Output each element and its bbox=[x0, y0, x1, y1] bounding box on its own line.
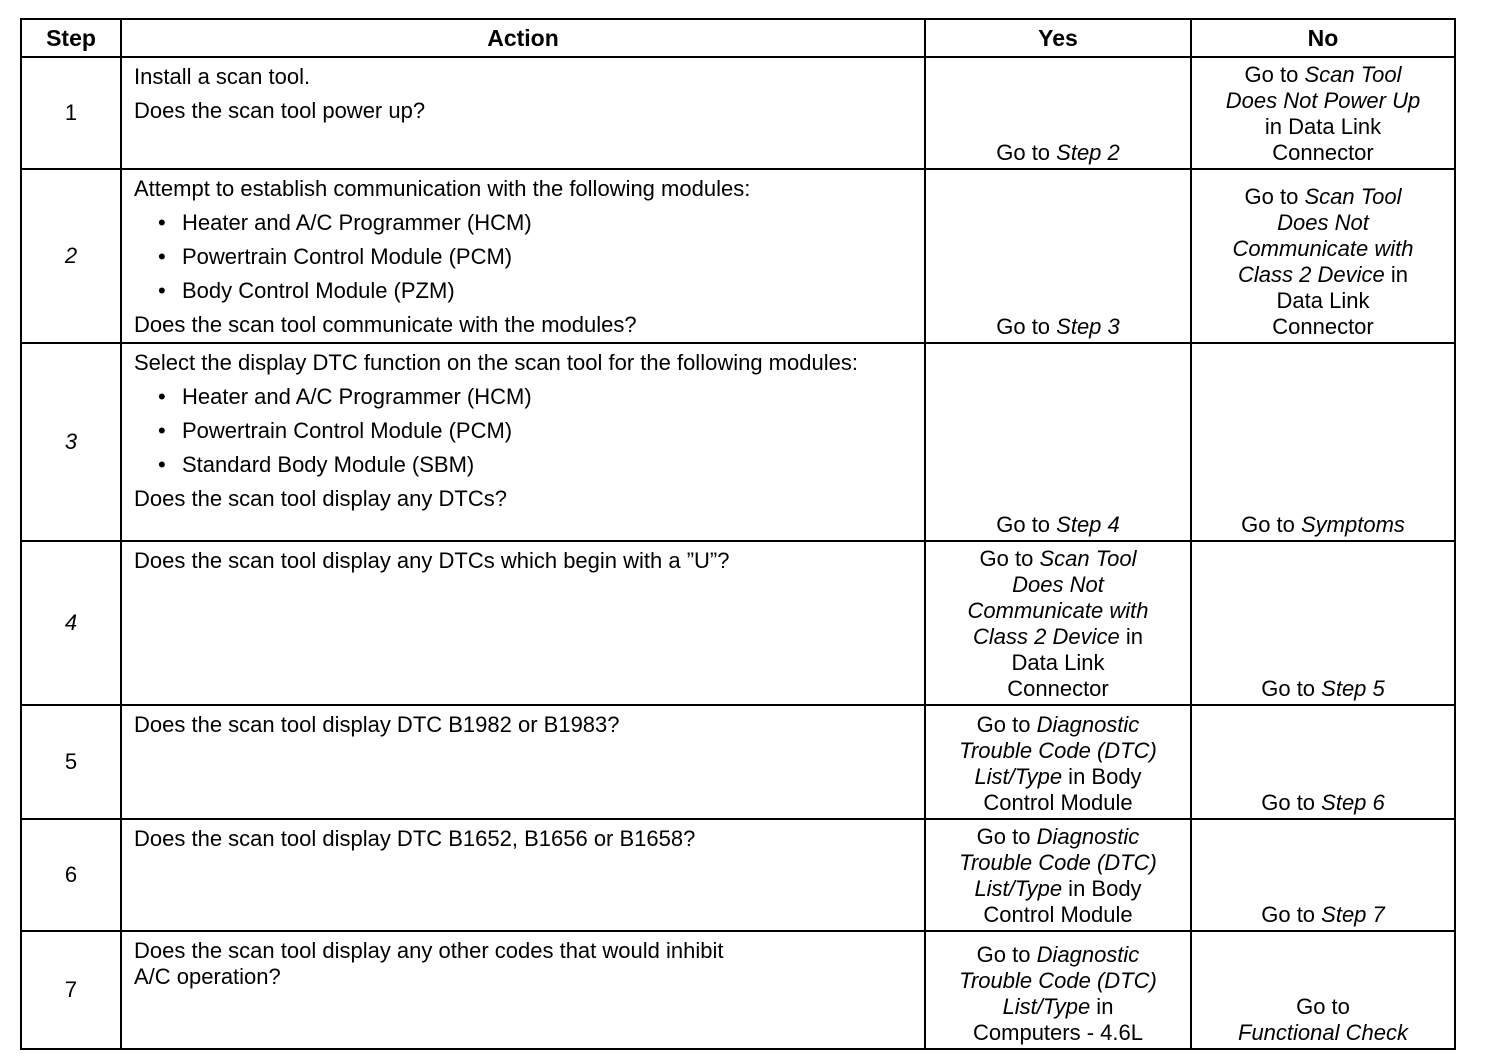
action-text: Does the scan tool display any DTCs which begin with a ”U”? bbox=[134, 548, 730, 573]
no-result-line bbox=[1198, 676, 1448, 702]
step-label: 6 bbox=[64, 862, 78, 887]
no-result-line bbox=[1198, 790, 1448, 816]
module-item: • Standard Body Module (SBM) bbox=[182, 452, 914, 478]
step-label: 4 bbox=[64, 610, 78, 635]
yes-result-text: Step 4 bbox=[1056, 512, 1120, 537]
no-result-text: Connector bbox=[1272, 314, 1374, 339]
step-number bbox=[21, 57, 121, 169]
no-result-line bbox=[1198, 314, 1448, 340]
yes-result-line bbox=[932, 712, 1184, 738]
yes-result-text: Go to bbox=[996, 512, 1057, 537]
module-item: • Powertrain Control Module (PCM) bbox=[182, 418, 914, 444]
action-cell bbox=[121, 931, 925, 1049]
no-result-line bbox=[1198, 210, 1448, 236]
yes-result-line bbox=[932, 968, 1184, 994]
step-number bbox=[21, 343, 121, 541]
table-row bbox=[21, 57, 1455, 169]
no-result-line bbox=[1198, 88, 1448, 114]
yes-result-text: in Body bbox=[1062, 876, 1142, 901]
no-result-text: Scan Tool bbox=[1304, 62, 1402, 87]
no-result-text: Scan Tool bbox=[1304, 184, 1402, 209]
yes-result-text: Trouble Code (DTC) bbox=[959, 968, 1157, 993]
yes-result-text: Scan Tool bbox=[1039, 546, 1137, 571]
yes-result-line bbox=[932, 140, 1184, 166]
no-result-text: Functional Check bbox=[1238, 1020, 1408, 1045]
yes-result-text: List/Type bbox=[974, 876, 1063, 901]
yes-result-text: Step 2 bbox=[1056, 140, 1120, 165]
no-result-line bbox=[1198, 512, 1448, 538]
action-cell bbox=[121, 541, 925, 705]
no-result-line bbox=[1198, 114, 1448, 140]
module-item: • Heater and A/C Programmer (HCM) bbox=[182, 210, 914, 236]
yes-result-line bbox=[932, 738, 1184, 764]
yes-result-line bbox=[932, 790, 1184, 816]
no-result-text: Go to bbox=[1244, 184, 1305, 209]
no-result-line bbox=[1198, 236, 1448, 262]
no-result-line bbox=[1198, 140, 1448, 166]
table-row bbox=[21, 343, 1455, 541]
yes-result-text: List/Type bbox=[974, 764, 1063, 789]
yes-result-text: Communicate with bbox=[967, 598, 1149, 623]
yes-result bbox=[925, 169, 1191, 343]
yes-result-text: Go to bbox=[996, 140, 1057, 165]
no-result-text: in bbox=[1384, 262, 1408, 287]
module-list bbox=[134, 384, 914, 478]
action-text: A/C operation? bbox=[134, 964, 281, 989]
yes-result-text: Go to bbox=[976, 712, 1037, 737]
table-row bbox=[21, 705, 1455, 819]
no-result bbox=[1191, 931, 1455, 1049]
step-number bbox=[21, 705, 121, 819]
yes-result-line bbox=[932, 512, 1184, 538]
module-item: • Heater and A/C Programmer (HCM) bbox=[182, 384, 914, 410]
no-result bbox=[1191, 57, 1455, 169]
yes-result-text: Step 3 bbox=[1056, 314, 1120, 339]
header-step: Step bbox=[21, 19, 121, 57]
yes-result-text: Control Module bbox=[983, 902, 1133, 927]
no-result-text: Does Not bbox=[1277, 210, 1369, 235]
yes-result-text: in bbox=[1090, 994, 1114, 1019]
yes-result-line bbox=[932, 650, 1184, 676]
yes-result-line bbox=[932, 902, 1184, 928]
yes-result-line bbox=[932, 824, 1184, 850]
yes-result bbox=[925, 819, 1191, 931]
module-item: • Powertrain Control Module (PCM) bbox=[182, 244, 914, 270]
step-label: 3 bbox=[64, 429, 78, 454]
header-action: Action bbox=[121, 19, 925, 57]
no-result-text: Class 2 Device bbox=[1238, 262, 1385, 287]
module-list bbox=[134, 210, 914, 304]
no-result bbox=[1191, 343, 1455, 541]
no-result-text: in Data Link bbox=[1264, 114, 1382, 139]
no-result bbox=[1191, 541, 1455, 705]
step-number bbox=[21, 169, 121, 343]
action-intro: Attempt to establish communication with the following modules: bbox=[134, 176, 751, 201]
no-result-text: Step 6 bbox=[1321, 790, 1385, 815]
action-cell bbox=[121, 343, 925, 541]
no-result-line bbox=[1198, 994, 1448, 1020]
yes-result-line bbox=[932, 676, 1184, 702]
action-question: Does the scan tool communicate with the modules? bbox=[134, 312, 637, 337]
yes-result-text: Go to bbox=[996, 314, 1057, 339]
yes-result-text: Connector bbox=[1007, 676, 1109, 701]
yes-result-text: Data Link bbox=[1011, 650, 1105, 675]
yes-result-text: Class 2 Device bbox=[973, 624, 1120, 649]
yes-result-line bbox=[932, 764, 1184, 790]
step-number bbox=[21, 819, 121, 931]
no-result-text: Go to bbox=[1261, 676, 1322, 701]
yes-result-line bbox=[932, 850, 1184, 876]
yes-result bbox=[925, 57, 1191, 169]
yes-result-text: Trouble Code (DTC) bbox=[959, 850, 1157, 875]
yes-result-text: Control Module bbox=[983, 790, 1133, 815]
yes-result-line bbox=[932, 624, 1184, 650]
step-label: 2 bbox=[64, 243, 78, 268]
no-result-line bbox=[1198, 262, 1448, 288]
yes-result bbox=[925, 705, 1191, 819]
no-result bbox=[1191, 705, 1455, 819]
table-row bbox=[21, 931, 1455, 1049]
diagnostic-table bbox=[20, 18, 1456, 1050]
yes-result-line bbox=[932, 572, 1184, 598]
table-row bbox=[21, 541, 1455, 705]
yes-result-text: Trouble Code (DTC) bbox=[959, 738, 1157, 763]
action-cell bbox=[121, 819, 925, 931]
yes-result-line bbox=[932, 546, 1184, 572]
yes-result-text: Does Not bbox=[1012, 572, 1104, 597]
no-result bbox=[1191, 169, 1455, 343]
no-result-text: Go to bbox=[1261, 902, 1322, 927]
yes-result-text: Diagnostic bbox=[1036, 942, 1140, 967]
no-result-text: Does Not Power Up bbox=[1225, 88, 1421, 113]
yes-result-text: Diagnostic bbox=[1036, 824, 1140, 849]
no-result-text: Step 7 bbox=[1321, 902, 1385, 927]
no-result-text: Data Link bbox=[1276, 288, 1370, 313]
action-text: Does the scan tool display any other codes that would inhibit bbox=[134, 938, 724, 963]
no-result-text: Go to bbox=[1241, 512, 1301, 537]
yes-result-text: in Body bbox=[1062, 764, 1142, 789]
yes-result-text: Computers - 4.6L bbox=[973, 1020, 1143, 1045]
yes-result-text: Go to bbox=[976, 824, 1037, 849]
no-result-text: Go to bbox=[1261, 790, 1322, 815]
no-result-line bbox=[1198, 62, 1448, 88]
no-result-text: Step 5 bbox=[1321, 676, 1385, 701]
header-no: No bbox=[1191, 19, 1455, 57]
no-result bbox=[1191, 819, 1455, 931]
no-result-text: Communicate with bbox=[1232, 236, 1414, 261]
step-number bbox=[21, 541, 121, 705]
yes-result bbox=[925, 541, 1191, 705]
step-label: 7 bbox=[64, 977, 78, 1002]
no-result-text: Connector bbox=[1272, 140, 1374, 165]
yes-result-line bbox=[932, 1020, 1184, 1046]
yes-result-line bbox=[932, 598, 1184, 624]
yes-result-text: List/Type bbox=[1002, 994, 1091, 1019]
yes-result-line bbox=[932, 876, 1184, 902]
yes-result bbox=[925, 343, 1191, 541]
action-cell bbox=[121, 705, 925, 819]
no-result-text: Go to bbox=[1244, 62, 1305, 87]
action-text: Does the scan tool power up? bbox=[134, 98, 426, 123]
no-result-line bbox=[1198, 288, 1448, 314]
action-cell bbox=[121, 169, 925, 343]
action-text: Does the scan tool display DTC B1652, B1656 or B1658? bbox=[134, 826, 696, 851]
yes-result-text: Diagnostic bbox=[1036, 712, 1140, 737]
step-label: 5 bbox=[64, 749, 78, 774]
step-label: 1 bbox=[64, 100, 78, 125]
yes-result-line bbox=[932, 942, 1184, 968]
no-result-text: Go to bbox=[1296, 994, 1350, 1019]
yes-result-text: Go to bbox=[976, 942, 1037, 967]
table-row bbox=[21, 819, 1455, 931]
yes-result bbox=[925, 931, 1191, 1049]
action-intro: Select the display DTC function on the scan tool for the following modules: bbox=[134, 350, 858, 375]
action-question: Does the scan tool display any DTCs? bbox=[134, 486, 507, 511]
action-cell bbox=[121, 57, 925, 169]
action-text: Does the scan tool display DTC B1982 or B1983? bbox=[134, 712, 620, 737]
header-yes: Yes bbox=[925, 19, 1191, 57]
no-result-text: Symptoms bbox=[1301, 512, 1405, 537]
yes-result-text: Go to bbox=[979, 546, 1040, 571]
step-number bbox=[21, 931, 121, 1049]
yes-result-line bbox=[932, 994, 1184, 1020]
no-result-line bbox=[1198, 1020, 1448, 1046]
module-item: • Body Control Module (PZM) bbox=[182, 278, 914, 304]
header-row bbox=[21, 19, 1455, 57]
no-result-line bbox=[1198, 902, 1448, 928]
yes-result-line bbox=[932, 314, 1184, 340]
yes-result-text: in bbox=[1119, 624, 1143, 649]
action-text: Install a scan tool. bbox=[134, 64, 311, 89]
no-result-line bbox=[1198, 184, 1448, 210]
table-row bbox=[21, 169, 1455, 343]
